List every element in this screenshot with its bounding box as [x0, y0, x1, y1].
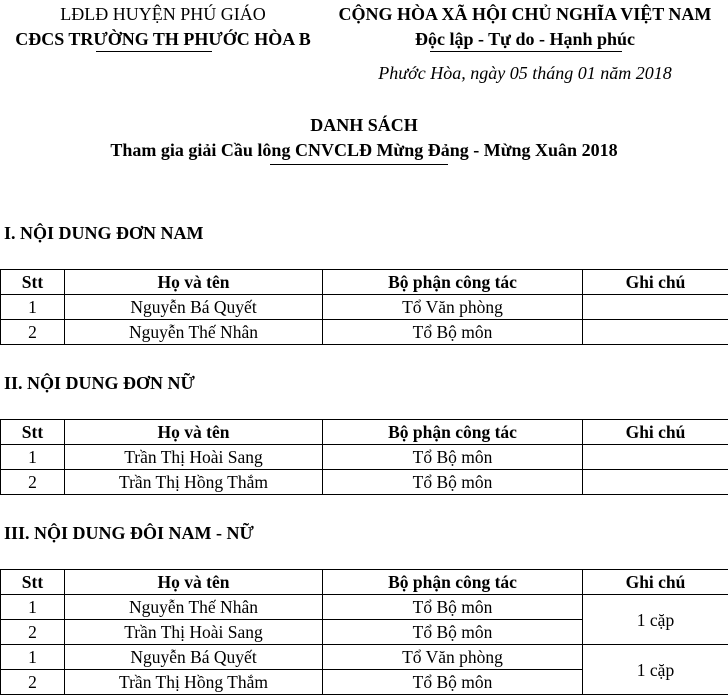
document-title: DANH SÁCH — [310, 115, 418, 135]
table-row — [1, 470, 728, 495]
men-singles-table — [0, 269, 728, 345]
section-heading-mixed-doubles: III. NỘI DUNG ĐÔI NAM - NỮ — [4, 523, 254, 543]
cell-name: Nguyễn Bá Quyết — [65, 645, 323, 670]
table-row — [1, 645, 728, 670]
header-name: Họ và tên — [65, 420, 323, 445]
national-title: CỘNG HÒA XÃ HỘI CHỦ NGHĨA VIỆT NAM — [338, 4, 712, 24]
header-department: Bộ phận công tác — [323, 570, 583, 595]
table-header-row — [1, 420, 728, 445]
cell-department: Tổ Bộ môn — [323, 470, 583, 495]
cell-department: Tổ Bộ môn — [323, 320, 583, 345]
cell-stt: 1 — [1, 295, 65, 320]
header-stt: Stt — [1, 420, 65, 445]
header-department: Bộ phận công tác — [323, 420, 583, 445]
cell-note — [583, 320, 728, 345]
national-motto: Độc lập - Tự do - Hạnh phúc — [414, 29, 636, 49]
cell-department: Tổ Bộ môn — [323, 595, 583, 620]
header-name: Họ và tên — [65, 270, 323, 295]
cell-stt: 2 — [1, 670, 65, 695]
cell-department: Tổ Văn phòng — [323, 645, 583, 670]
mixed-doubles-table — [0, 569, 728, 695]
cell-department: Tổ Bộ môn — [323, 445, 583, 470]
cell-stt: 1 — [1, 595, 65, 620]
cell-stt: 2 — [1, 470, 65, 495]
cell-note — [583, 445, 728, 470]
union-name: CĐCS TRƯỜNG TH PHƯỚC HÒA B — [15, 29, 311, 49]
cell-stt: 1 — [1, 645, 65, 670]
union-name-underline — [96, 51, 212, 52]
cell-note — [583, 470, 728, 495]
table-row — [1, 595, 728, 620]
cell-department: Tổ Bộ môn — [323, 670, 583, 695]
header-note: Ghi chú — [583, 270, 728, 295]
cell-note-pair: 1 cặp — [583, 595, 728, 645]
date-line: Phước Hòa, ngày 05 tháng 01 năm 2018 — [378, 63, 672, 83]
cell-name: Trần Thị Hồng Thắm — [65, 470, 323, 495]
cell-department: Tổ Bộ môn — [323, 620, 583, 645]
table-row — [1, 445, 728, 470]
organization-name: LĐLĐ HUYỆN PHÚ GIÁO — [60, 4, 266, 24]
cell-note-pair: 1 cặp — [583, 645, 728, 695]
section-heading-men-singles: I. NỘI DUNG ĐƠN NAM — [4, 223, 204, 243]
header-note: Ghi chú — [583, 420, 728, 445]
cell-name: Trần Thị Hoài Sang — [65, 445, 323, 470]
table-row — [1, 320, 728, 345]
table-header-row — [1, 570, 728, 595]
women-singles-table — [0, 419, 728, 495]
cell-note — [583, 295, 728, 320]
cell-name: Trần Thị Hồng Thắm — [65, 670, 323, 695]
section-heading-women-singles: II. NỘI DUNG ĐƠN NỮ — [4, 373, 195, 393]
header-name: Họ và tên — [65, 570, 323, 595]
cell-stt: 1 — [1, 445, 65, 470]
header-stt: Stt — [1, 570, 65, 595]
header-stt: Stt — [1, 270, 65, 295]
document-subtitle: Tham gia giải Cầu lông CNVCLĐ Mừng Đảng - Mừng Xuân 2018 — [110, 140, 618, 160]
motto-underline — [430, 51, 622, 52]
table-row — [1, 295, 728, 320]
cell-department: Tổ Văn phòng — [323, 295, 583, 320]
cell-name: Nguyễn Bá Quyết — [65, 295, 323, 320]
table-header-row — [1, 270, 728, 295]
cell-name: Trần Thị Hoài Sang — [65, 620, 323, 645]
cell-stt: 2 — [1, 620, 65, 645]
cell-name: Nguyễn Thế Nhân — [65, 320, 323, 345]
subtitle-underline — [270, 164, 448, 165]
header-department: Bộ phận công tác — [323, 270, 583, 295]
cell-name: Nguyễn Thế Nhân — [65, 595, 323, 620]
header-note: Ghi chú — [583, 570, 728, 595]
cell-stt: 2 — [1, 320, 65, 345]
